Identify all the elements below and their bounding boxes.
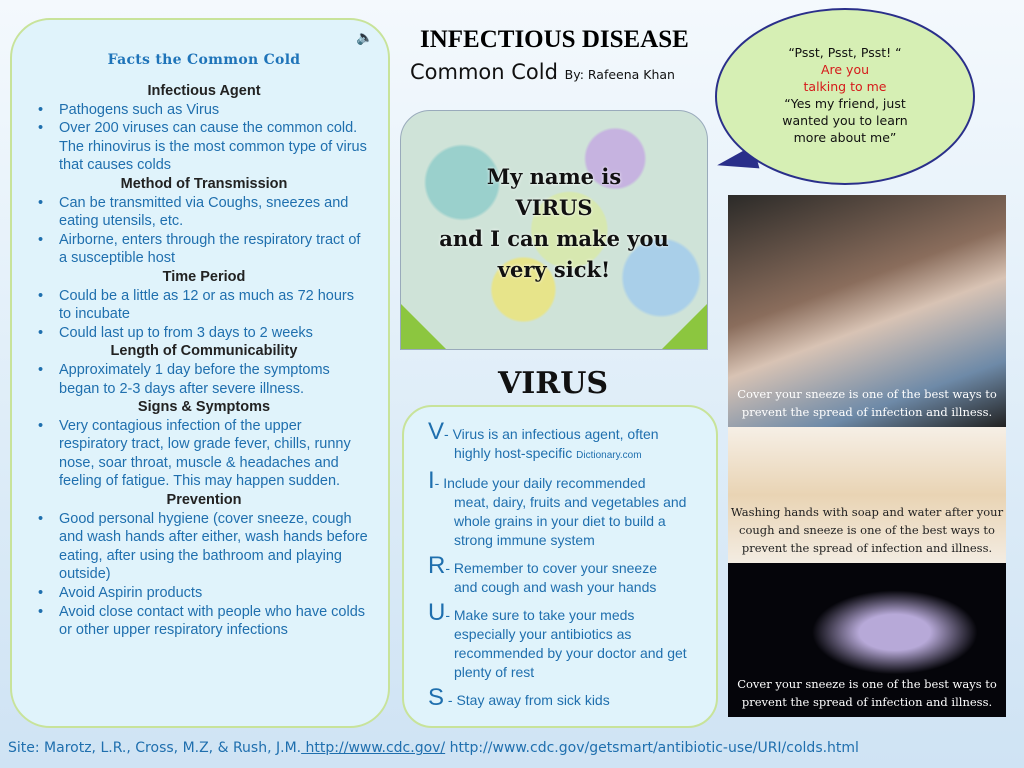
section-heading: Time Period	[162, 268, 246, 285]
acrostic-letter: R	[428, 552, 446, 579]
fact-section	[38, 342, 370, 398]
acrostic-letter: U	[428, 599, 446, 626]
fact-list	[38, 194, 370, 268]
byline: By: Rafeena Khan	[564, 67, 675, 82]
bubble-line: talking to me	[803, 79, 887, 94]
page-title: INFECTIOUS DISEASE	[420, 26, 689, 53]
fact-list	[38, 287, 370, 343]
section-heading: Prevention	[166, 492, 242, 509]
fact-item: • Airborne, enters through the respiratory tract of a susceptible host	[38, 231, 370, 268]
photo-caption: Cover your sneeze is one of the best ways to prevent the spread of infection and illness.	[737, 677, 997, 709]
fact-list	[38, 101, 370, 175]
fact-item: • Can be transmitted via Coughs, sneezes and eating utensils, etc.	[38, 194, 370, 231]
bubble-line: wanted you to learn	[782, 113, 908, 128]
fact-section	[38, 82, 370, 175]
photo-caption: Washing hands with soap and water after your cough and sneeze is one of the best ways to prevent the spread of infection and illness.	[730, 505, 1004, 555]
fact-item: • Over 200 viruses can cause the common cold. The rhinovirus is the most common type of virus that causes colds	[38, 119, 370, 175]
acrostic-cont-text: highly host-specific	[454, 445, 573, 461]
fact-item: • Approximately 1 day before the symptoms began to 2-3 days after severe illness.	[38, 361, 370, 398]
virus-heading: VIRUS	[498, 366, 609, 401]
virus-image	[400, 110, 708, 350]
bubble-line: “Yes my friend, just	[784, 96, 906, 111]
acrostic-panel	[402, 405, 718, 728]
section-heading: Infectious Agent	[147, 83, 261, 99]
photo-child-sneezing	[728, 195, 1006, 427]
fact-section	[38, 268, 370, 342]
virus-image-text	[401, 161, 707, 285]
corner-decoration	[401, 304, 446, 349]
fact-item: • Good personal hygiene (cover sneeze, cough and wash hands after either, wash hands before eating, after using the bathroom and playing outside)	[38, 510, 370, 584]
fact-section	[38, 398, 370, 491]
acrostic-row	[428, 684, 708, 711]
acrostic-row	[428, 467, 708, 550]
acrostic-row	[428, 552, 708, 597]
fact-item: • Pathogens such as Virus	[38, 101, 370, 120]
photo-sneeze-spray	[728, 563, 1006, 717]
virus-line: VIRUS	[515, 195, 593, 220]
acrostic-continuation	[428, 444, 708, 465]
fact-section	[38, 491, 370, 640]
fact-list	[38, 510, 370, 640]
facts-title: Facts the Common Cold	[107, 52, 301, 68]
acrostic-cont-text: meat, dairy, fruits and vegetables and whole grains in your diet to build a strong immune system	[454, 494, 687, 548]
acrostic-text: - Remember to cover your sneeze	[445, 560, 657, 576]
acrostic-text: - Virus is an infectious agent, often	[444, 426, 659, 442]
acrostic-row	[428, 418, 708, 465]
speaker-icon[interactable]: 🔈	[356, 30, 374, 46]
section-heading: Method of Transmission	[120, 175, 288, 192]
acrostic-text: - Include your daily recommended	[434, 475, 646, 491]
section-heading: Length of Communicability	[110, 343, 298, 360]
fact-item: • Could be a little as 12 or as much as 72 hours to incubate	[38, 287, 370, 324]
acrostic-row	[428, 599, 708, 682]
fact-list	[38, 417, 370, 491]
subtitle	[410, 60, 675, 84]
bubble-line: “Psst, Psst, Psst! “	[788, 45, 902, 60]
acrostic-text: - Make sure to take your meds	[445, 607, 635, 623]
photo-washing-hands	[728, 427, 1006, 563]
footer-sources	[8, 740, 859, 756]
fact-list	[38, 361, 370, 398]
bubble-line: Are you	[820, 62, 870, 77]
section-heading: Signs & Symptoms	[137, 399, 271, 416]
cdc-link[interactable]: http://www.cdc.gov/	[301, 740, 446, 756]
virus-line: My name is	[486, 164, 622, 189]
acrostic-letter: V	[428, 418, 445, 445]
acrostic-continuation	[428, 578, 708, 597]
fact-section	[38, 175, 370, 268]
fact-item: • Could last up to from 3 days to 2 weeks	[38, 324, 370, 343]
subtitle-text: Common Cold	[410, 60, 558, 84]
photo-caption: Cover your sneeze is one of the best ways to prevent the spread of infection and illness.	[737, 387, 997, 419]
fact-item: • Avoid close contact with people who have colds or other upper respiratory infections	[38, 603, 370, 640]
acrostic-cont-text: and cough and wash your hands	[454, 579, 657, 595]
corner-decoration	[662, 304, 707, 349]
fact-item: • Very contagious infection of the upper respiratory tract, low grade fever, chills, runny nose, soar throat, muscle & headaches and feeling of fatigue. This may happen sudden.	[38, 417, 370, 491]
acrostic-letter: S	[428, 684, 445, 711]
virus-line: very sick!	[497, 257, 611, 282]
speech-bubble	[715, 8, 975, 185]
acrostic-cont-text: especially your antibiotics as recommended by your doctor and get plenty of rest	[454, 626, 687, 680]
acrostic-continuation	[428, 493, 708, 550]
bubble-line: more about me”	[793, 130, 897, 145]
fact-item: • Avoid Aspirin products	[38, 584, 370, 603]
source: Dictionary.com	[576, 450, 642, 461]
acrostic-letter: I	[428, 467, 435, 494]
virus-line: and I can make you	[439, 226, 669, 251]
acrostic-text: - Stay away from sick kids	[444, 692, 610, 708]
facts-panel	[10, 18, 390, 728]
acrostic-continuation	[428, 625, 708, 682]
cdc-colds-link[interactable]: http://www.cdc.gov/getsmart/antibiotic-use/URI/colds.html	[445, 740, 859, 756]
citation: Site: Marotz, L.R., Cross, M.Z, & Rush, J.M.	[8, 740, 302, 756]
